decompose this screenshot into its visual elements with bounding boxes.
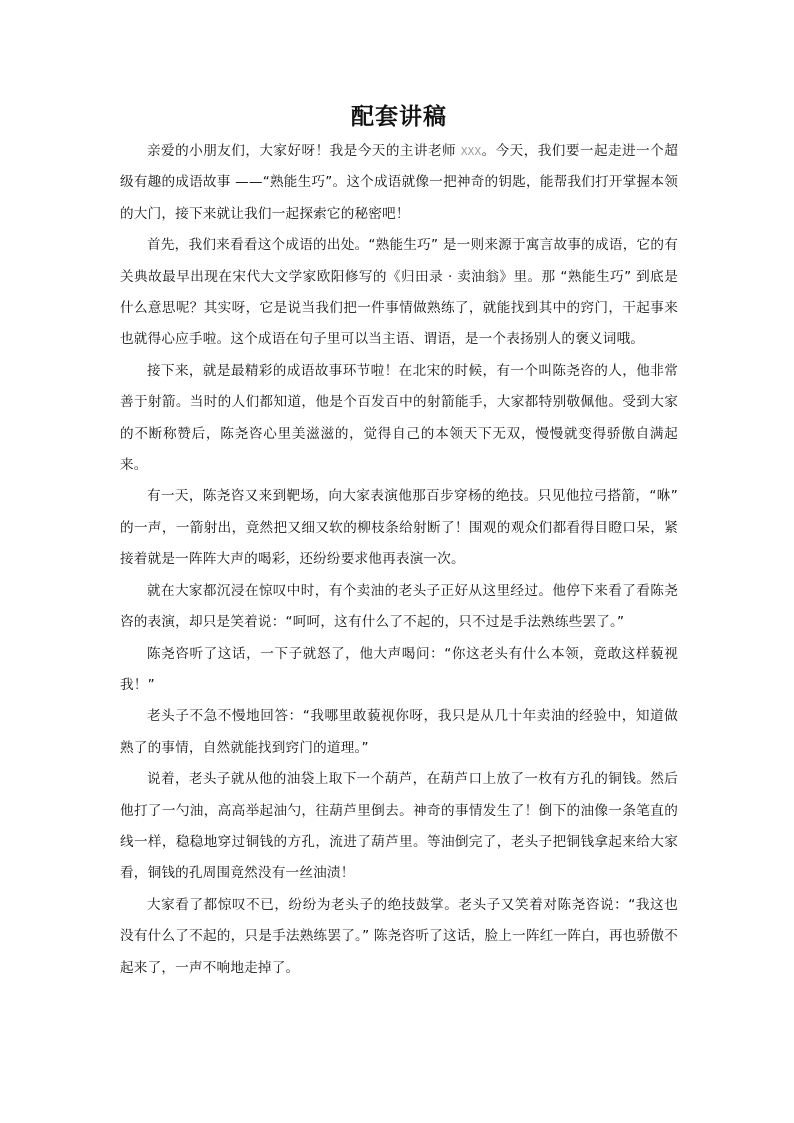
teacher-name-placeholder: XXX	[460, 145, 482, 158]
paragraph-archery: 有一天，陈尧咨又来到靶场，向大家表演他那百步穿杨的绝技。只见他拉弓搭箭，“咻” 的一声，一箭射出，竟然把又细又软的柳枝条给射断了！围观的观众们都看得目瞪口呆，紧接着就是一阵阵大声的喝彩，还纷纷要求他再表演一次。	[120, 488, 678, 568]
intro-text-before: 亲爱的小朋友们，大家好呀！我是今天的主讲老师	[147, 143, 461, 159]
paragraph-intro	[120, 136, 678, 230]
document-title: 配套讲稿	[351, 104, 447, 130]
paragraph-angry-question: 陈尧咨听了这话，一下子就怒了，他大声喝问：“你这老头有什么本领，竟敢这样藐视我！”	[120, 645, 678, 693]
paragraph-oil-demo: 说着，老头子就从他的油袋上取下一个葫芦，在葫芦口上放了一枚有方孔的铜钱。然后他打了一勺油，高高举起油勺，往葫芦里倒去。神奇的事情发生了！倒下的油像一条笔直的线一样，稳稳地穿过铜钱的方孔，流进了葫芦里。等油倒完了，老头子把铜钱拿起来给大家看，铜钱的孔周围竟然没有一丝油渍！	[120, 771, 678, 882]
paragraph-oil-seller: 就在大家都沉浸在惊叹中时，有个卖油的老头子正好从这里经过。他停下来看了看陈尧咨的表演，却只是笑着说：“呵呵，这有什么了不起的，只不过是手法熟练些罢了。”	[120, 582, 678, 631]
intro-text-after: 。今天，我们要一起走进一个超级有趣的成语故事 ——“熟能生巧”。这个成语就像一把神奇的钥匙，能帮我们打开掌握本领的大门，接下来就让我们一起探索它的秘密吧！	[120, 143, 678, 222]
paragraph-story-intro: 接下来，就是最精彩的成语故事环节啦！在北宋的时候，有一个叫陈尧咨的人，他非常善于射箭。当时的人们都知道，他是个百发百中的射箭能手，大家都特别敬佩他。受到大家的不断称赞后，陈尧咨心里美滋滋的，觉得自己的本领天下无双，慢慢就变得骄傲自满起来。	[120, 362, 678, 474]
paragraph-origin: 首先，我们来看看这个成语的出处。“熟能生巧” 是一则来源于寓言故事的成语，它的有关典故最早出现在宋代大文学家欧阳修写的《归田录 · 卖油翁》里。那 “熟能生巧” 到底是什么意思呢？其实呀，它是说当我们把一件事情做熟练了，就能找到其中的窍门，干起事来也就得心应手啦。这个成语在句子里可以当主语、谓语，是一个表扬别人的褒义词哦。	[120, 237, 678, 348]
document-page	[120, 98, 678, 984]
paragraph-old-man-answer: 老头子不急不慢地回答：“我哪里敢藐视你呀，我只是从几十年卖油的经验中，知道做熟了的事情，自然就能找到窍门的道理。”	[120, 708, 678, 756]
paragraph-conclusion: 大家看了都惊叹不已，纷纷为老头子的绝技鼓掌。老头子又笑着对陈尧咨说：“我这也没有什么了不起的，只是手法熟练罢了。” 陈尧咨听了这话，脸上一阵红一阵白，再也骄傲不起来了，一声不响地走掉了。	[120, 896, 678, 976]
